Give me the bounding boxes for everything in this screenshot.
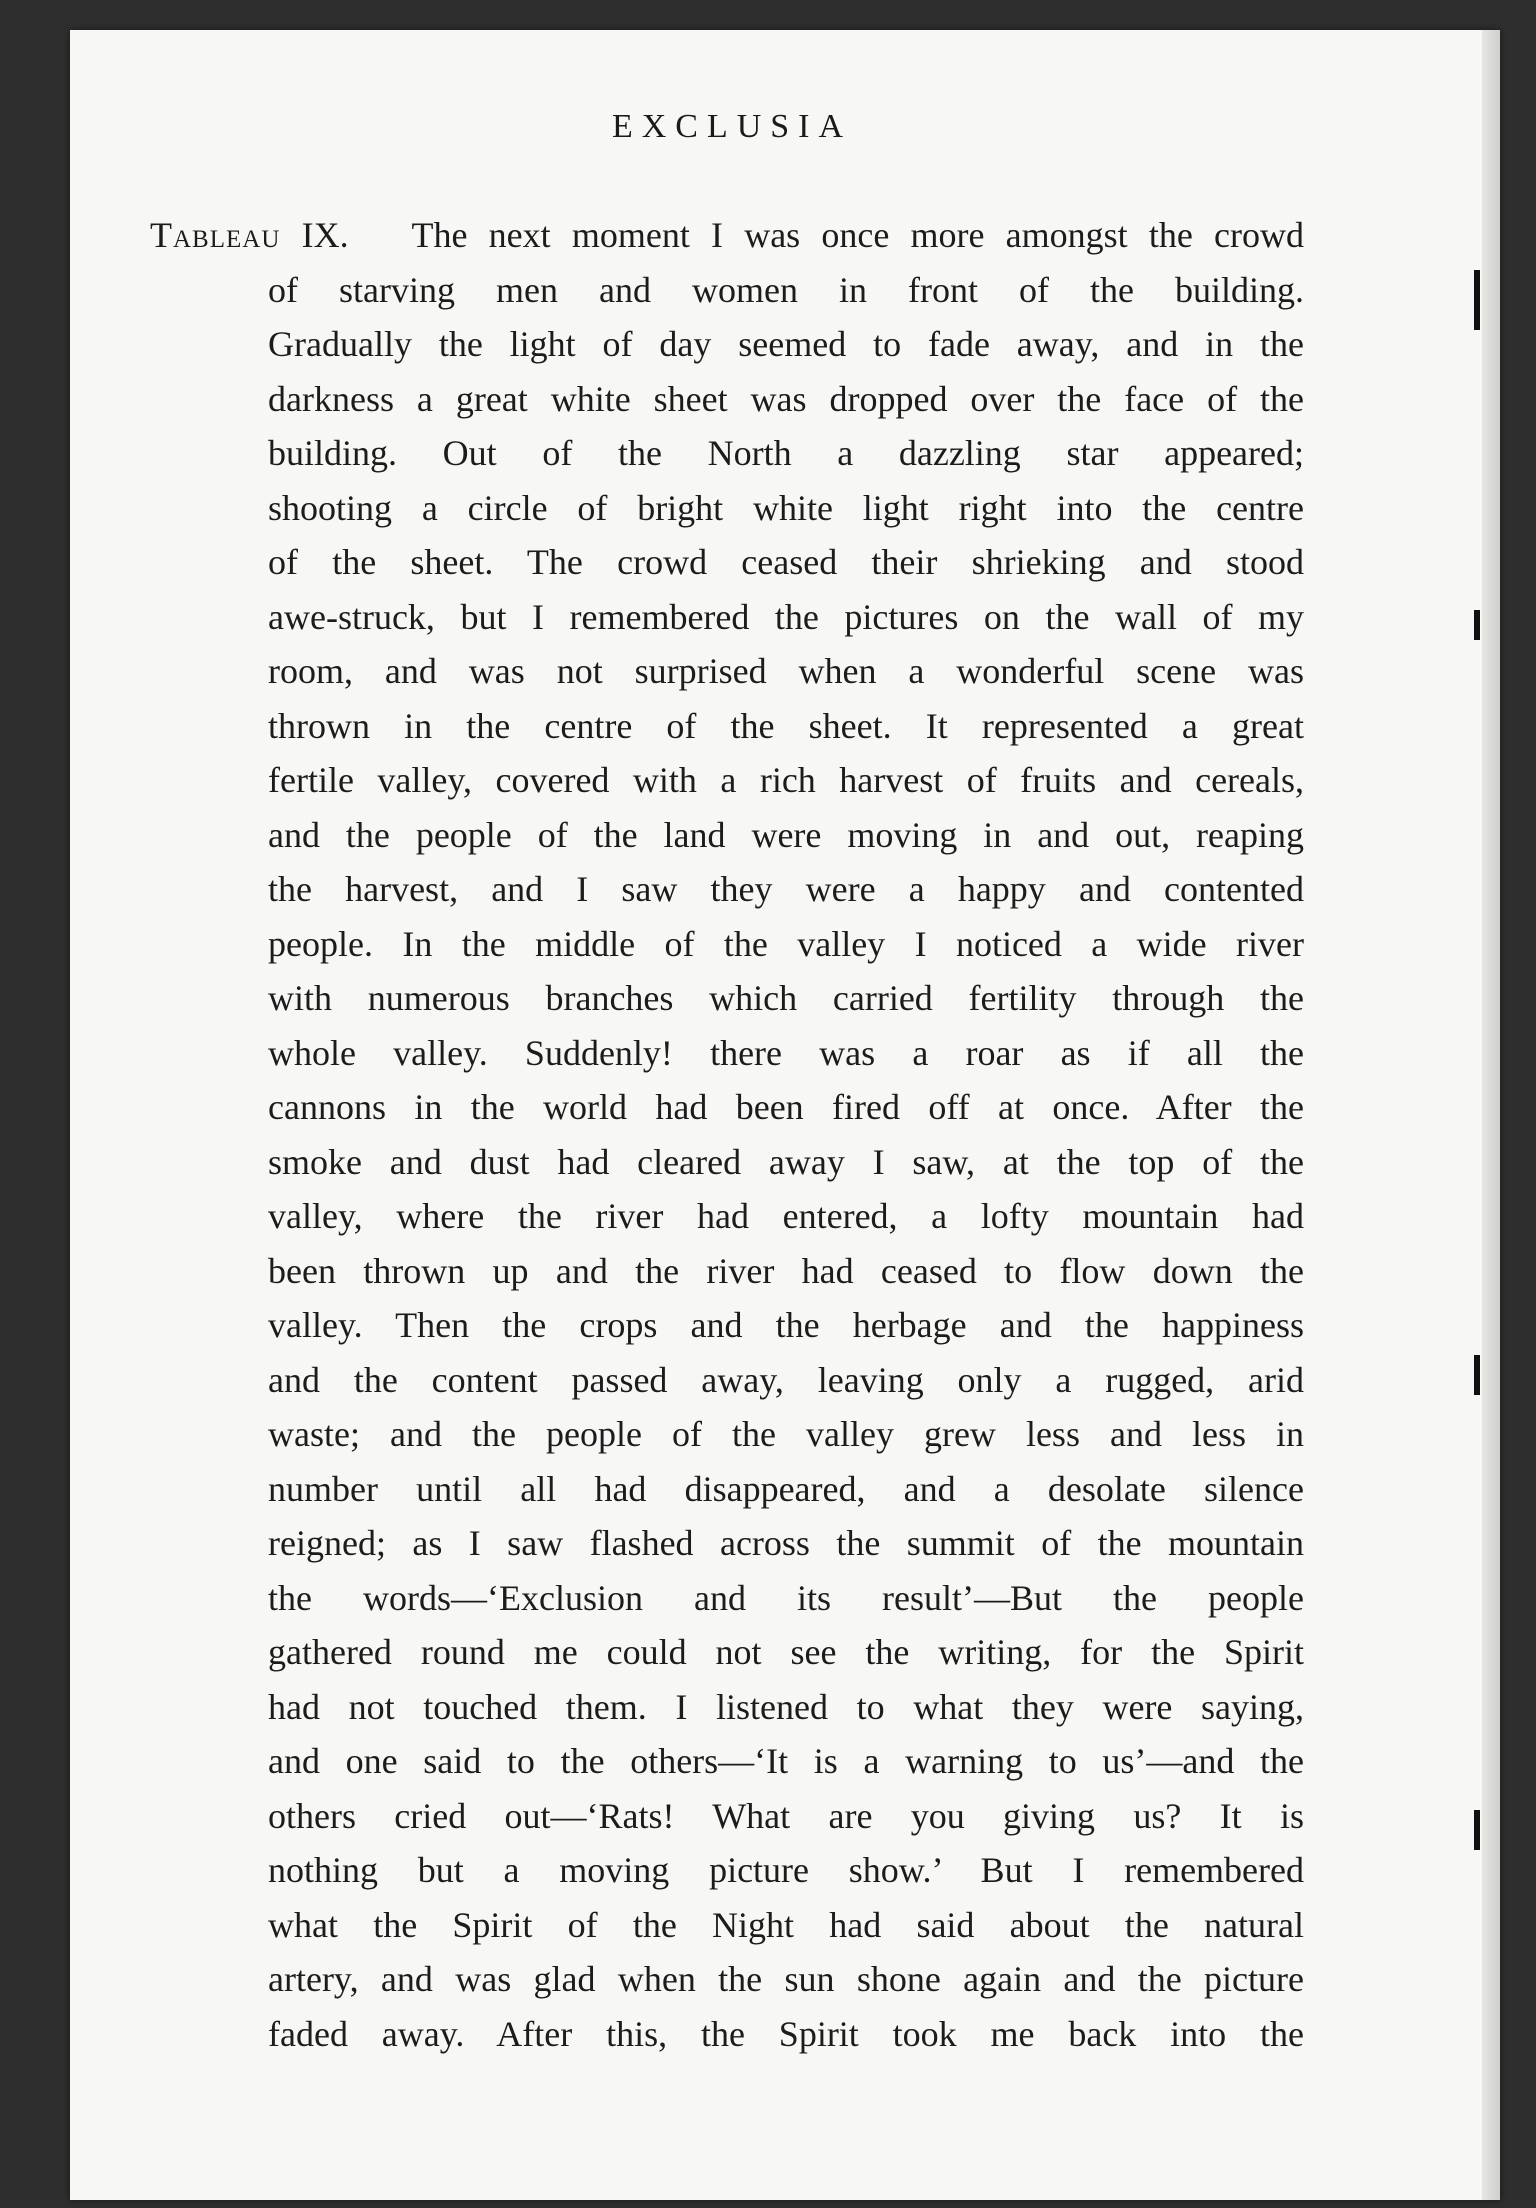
text-line-first [150, 210, 1304, 260]
page-edge [1482, 30, 1500, 2200]
text-line: darkness a great white sheet was dropped over the face of the [268, 378, 1304, 419]
text-line: building. Out of the North a dazzling star appeared; [268, 433, 1304, 473]
text-line: nothing but a moving picture show.’ But I remembered [268, 1850, 1304, 1890]
text-line: room, and was not surprised when a wonderful scene was [268, 651, 1304, 691]
text-line: what the Spirit of the Night had said about the natural [268, 1904, 1304, 1945]
text-line: reigned; as I saw flashed across the summit of the mountain [268, 1523, 1304, 1563]
text-line: number until all had disappeared, and a desolate silence [268, 1468, 1304, 1509]
binding-mark [1474, 610, 1480, 640]
text-line: cannons in the world had been fired off at once. After the [268, 1087, 1304, 1127]
text-line: faded away. After this, the Spirit took me back into the [268, 2013, 1304, 2054]
text-line: valley, where the river had entered, a lofty mountain had [268, 1196, 1304, 1236]
binding-mark [1474, 1355, 1480, 1395]
text-line: whole valley. Suddenly! there was a roar as if all the [268, 1032, 1304, 1073]
section-number: IX. [301, 215, 349, 255]
section-label: Tableau [150, 215, 281, 255]
text-line: and the content passed away, leaving only a rugged, arid [268, 1359, 1304, 1400]
first-line-text: The next moment I was once more amongst the crowd [411, 215, 1305, 255]
text-line: with numerous branches which carried fertility through the [268, 978, 1304, 1018]
text-line: the words—‘Exclusion and its result’—But the people [268, 1577, 1304, 1618]
text-line: thrown in the centre of the sheet. It represented a great [268, 705, 1304, 746]
text-line: people. In the middle of the valley I noticed a wide river [268, 923, 1304, 964]
text-line: of starving men and women in front of the building. [268, 269, 1304, 310]
binding-mark [1474, 270, 1480, 330]
binding-mark [1474, 1810, 1480, 1850]
text-line: artery, and was glad when the sun shone again and the picture [268, 1959, 1304, 1999]
text-line: awe-struck, but I remembered the pictures on the wall of my [268, 596, 1304, 637]
text-line: and the people of the land were moving in and out, reaping [268, 814, 1304, 855]
text-line: smoke and dust had cleared away I saw, at the top of the [268, 1141, 1304, 1182]
text-line: shooting a circle of bright white light right into the centre [268, 487, 1304, 528]
text-line: waste; and the people of the valley grew less and less in [268, 1414, 1304, 1454]
text-line: of the sheet. The crowd ceased their shrieking and stood [268, 542, 1304, 582]
text-line: the harvest, and I saw they were a happy and contented [268, 869, 1304, 909]
text-line: Gradually the light of day seemed to fade away, and in the [268, 324, 1304, 364]
text-line: others cried out—‘Rats! What are you giving us? It is [268, 1795, 1304, 1836]
text-line: had not touched them. I listened to what they were saying, [268, 1686, 1304, 1727]
running-head: EXCLUSIA [611, 108, 853, 145]
text-line: been thrown up and the river had ceased to flow down the [268, 1250, 1304, 1291]
text-line: and one said to the others—‘It is a warning to us’—and the [268, 1741, 1304, 1781]
text-line: valley. Then the crops and the herbage and the happiness [268, 1305, 1304, 1345]
text-line: fertile valley, covered with a rich harvest of fruits and cereals, [268, 760, 1304, 800]
text-line: gathered round me could not see the writing, for the Spirit [268, 1632, 1304, 1672]
